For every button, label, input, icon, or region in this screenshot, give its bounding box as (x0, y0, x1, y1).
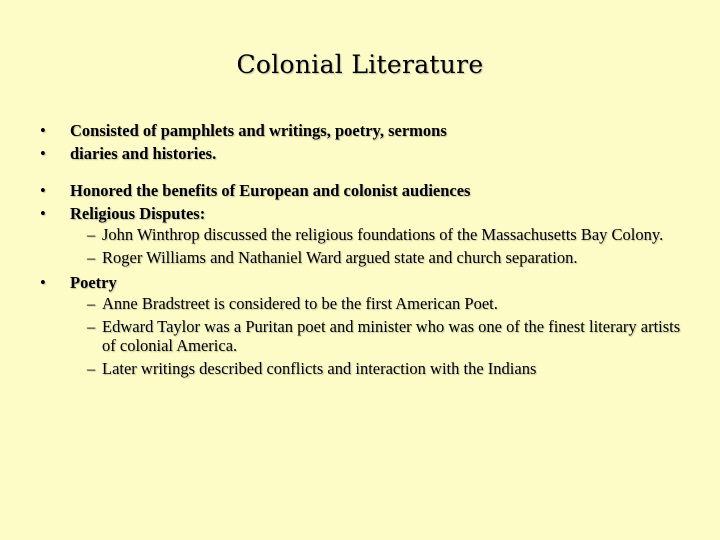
sub-item (87, 248, 698, 267)
bullet-text: Honored the benefits of European and colonist audiences (70, 181, 471, 200)
bullet-icon: • (40, 204, 46, 223)
spacer (28, 165, 698, 179)
bullet-item (28, 202, 698, 225)
sub-item (87, 317, 698, 355)
dash-icon: – (87, 248, 96, 267)
bullet-item (28, 271, 698, 294)
sub-item (87, 294, 698, 313)
sub-item-text: Later writings described conflicts and interaction with the Indians (102, 359, 537, 378)
dash-icon: – (87, 294, 96, 313)
bullet-text: Religious Disputes: (70, 204, 206, 223)
sub-item-text: Anne Bradstreet is considered to be the first American Poet. (102, 294, 498, 313)
bullet-item (28, 119, 698, 142)
bullet-icon: • (40, 181, 46, 200)
sub-item-text: John Winthrop discussed the religious foundations of the Massachusetts Bay Colony. (102, 225, 664, 244)
bullet-icon: • (40, 121, 46, 140)
bullet-icon: • (40, 273, 46, 292)
slide-body (28, 119, 698, 382)
sub-item-text: Roger Williams and Nathaniel Ward argued state and church separation. (102, 248, 578, 267)
dash-icon: – (87, 225, 96, 244)
bullet-text: Poetry (70, 273, 117, 292)
bullet-text: diaries and histories. (70, 144, 217, 163)
slide-title: Colonial Literature (236, 50, 484, 79)
dash-icon: – (87, 359, 96, 378)
bullet-item (28, 142, 698, 165)
bullet-icon: • (40, 144, 46, 163)
sub-item (87, 359, 698, 378)
dash-icon: – (87, 317, 96, 336)
sub-item-text: Edward Taylor was a Puritan poet and minister who was one of the finest literary artists of colonial America. (102, 317, 681, 355)
bullet-text: Consisted of pamphlets and writings, poetry, sermons (70, 121, 447, 140)
bullet-item (28, 179, 698, 202)
sub-item (87, 225, 698, 244)
